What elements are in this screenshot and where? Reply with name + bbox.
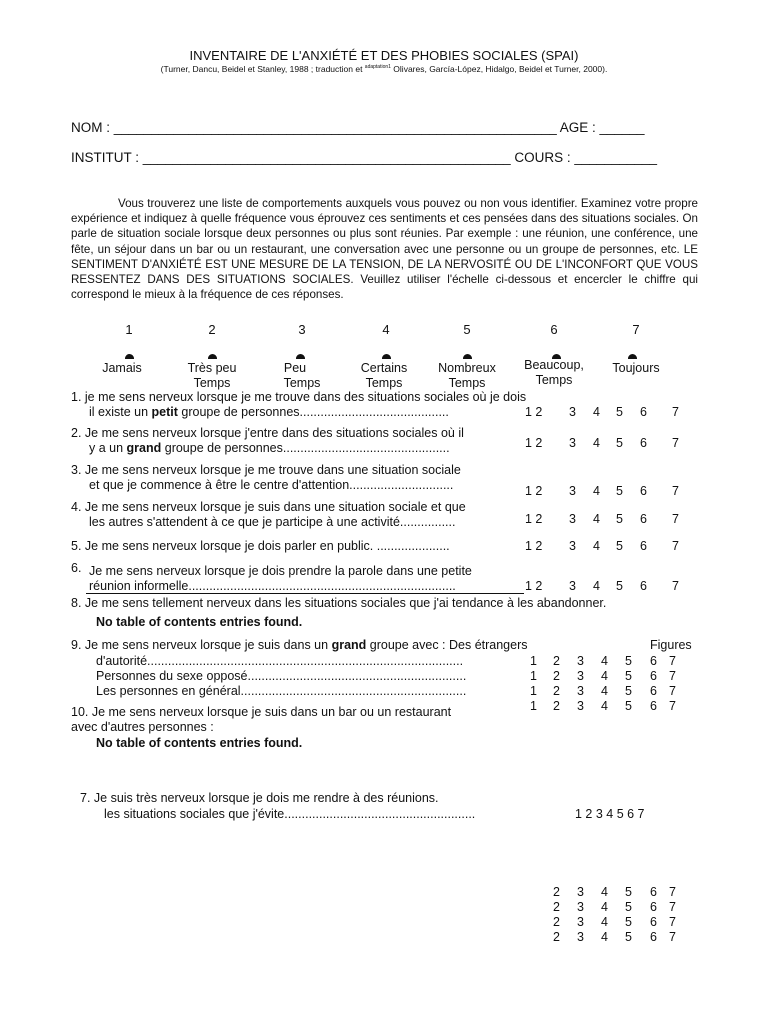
scale-marker-icon <box>382 354 391 359</box>
question-1-line-2: il existe un petit groupe de personnes........................................... <box>89 405 449 419</box>
question-10-line-1: 10. Je me sens nerveux lorsque je suis dans un bar ou un restaurant <box>71 705 452 719</box>
scale-number: 7 <box>632 322 640 337</box>
scale-marker-icon <box>628 354 637 359</box>
question-3-line-1: 3. Je me sens nerveux lorsque je me trouve dans une situation sociale <box>71 463 461 477</box>
question-2-line-1: 2. Je me sens nerveux lorsque j'entre dans des situations sociales où il <box>71 426 464 440</box>
rating-row-7[interactable]: 1 2 3 4 5 6 7 <box>575 807 645 821</box>
question-1-line-1: 1. je me sens nerveux lorsque je me trouve dans des situations sociales où je dois <box>71 390 527 404</box>
question-9-row-1: d'autorité........................................................................................... <box>96 654 464 668</box>
scale-number: 3 <box>298 322 306 337</box>
question-7-line-2: les situations sociales que j'évite....................................................... <box>104 807 476 821</box>
scale-marker-icon <box>125 354 134 359</box>
divider <box>86 593 524 594</box>
question-2-line-2: y a un grand groupe de personnes................................................ <box>89 441 450 455</box>
nom-age-field[interactable]: NOM : ___________________________________________________________ AGE : ______ <box>71 120 645 135</box>
question-6-number: 6. <box>71 561 82 575</box>
question-8: 8. Je me sens tellement nerveux dans les situations sociales que j'ai tendance à les abandonner. <box>71 596 607 610</box>
question-9-row-3: Les personnes en général................................................................. <box>96 684 467 698</box>
scale-label: Peu Temps <box>283 361 321 390</box>
scale-number: 2 <box>208 322 216 337</box>
question-9: 9. Je me sens nerveux lorsque je suis dans un grand groupe avec : Des étrangers <box>71 638 528 652</box>
question-9-figures: Figures <box>650 638 692 652</box>
question-4-line-1: 4. Je me sens nerveux lorsque je suis dans une situation sociale et que <box>71 500 466 514</box>
question-10-line-2: avec d'autres personnes : <box>71 720 214 734</box>
question-5: 5. Je me sens nerveux lorsque je dois parler en public. ..................... <box>71 539 450 553</box>
scale-number: 4 <box>382 322 390 337</box>
form-subtitle: (Turner, Dancu, Beidel et Stanley, 1988 ; traduction et $^{adaptation1}$ Olivares, García-López, Hidalgo, Beidel et Turner, 2000). <box>160 64 608 74</box>
question-3-line-2: et que je commence à être le centre d'attention.............................. <box>89 478 454 492</box>
form-title: INVENTAIRE DE L'ANXIÉTÉ ET DES PHOBIES SOCIALES (SPAI) <box>189 48 579 63</box>
question-4-line-2: les autres s'attendent à ce que je participe à une activité................ <box>89 515 456 529</box>
scale-marker-icon <box>296 354 305 359</box>
scale-label: Toujours <box>612 361 660 375</box>
scale-number: 6 <box>550 322 558 337</box>
no-toc-notice: No table of contents entries found. <box>96 736 303 750</box>
question-6-line-1: Je me sens nerveux lorsque je dois prendre la parole dans une petite <box>89 564 472 578</box>
scale-label: Très peu Temps <box>187 361 237 390</box>
question-7-line-1: 7. Je suis très nerveux lorsque je dois me rendre à des réunions. <box>80 791 439 805</box>
scale-label: Nombreux Temps <box>438 361 496 390</box>
scale-number: 5 <box>463 322 471 337</box>
scale-marker-icon <box>208 354 217 359</box>
scale-marker-icon <box>463 354 472 359</box>
question-6-line-2: réunion informelle............................................................................. <box>89 579 456 593</box>
scale-label: Jamais <box>102 361 142 375</box>
institut-cours-field[interactable]: INSTITUT : _________________________________________________ COURS : ___________ <box>71 150 657 165</box>
question-9-row-2: Personnes du sexe opposé............................................................... <box>96 669 467 683</box>
instructions-paragraph: Vous trouverez une liste de comportements auxquels vous pouvez ou non vous identifier. Examinez votre propre expérience et indiquez à quelle fréquence vous éprouvez ces sentiments et ces pensées dans des situations sociales. On parle de situation sociale lorsque deux personnes ou plus sont réunies. Par exemple : une réunion, une conférence, une fête, un séjour dans un bar ou un restaurant, une conversation avec une personne ou un groupe de personnes, etc. LE SENTIMENT D'ANXIÉTÉ EST UNE MESURE DE LA TENSION, DE LA NERVOSITÉ OU DE L'INCONFORT QUE VOUS RESSENTEZ DANS DES SITUATIONS SOCIALES. Veuillez utiliser l'échelle ci-dessous et encercler le chiffre qui correspond le mieux à la fréquence de ces réponses. <box>71 197 698 302</box>
no-toc-notice: No table of contents entries found. <box>96 615 303 629</box>
scale-label: Certains Temps <box>360 361 408 390</box>
scale-number: 1 <box>125 322 133 337</box>
scale-label: Beaucoup, Temps <box>524 358 584 387</box>
